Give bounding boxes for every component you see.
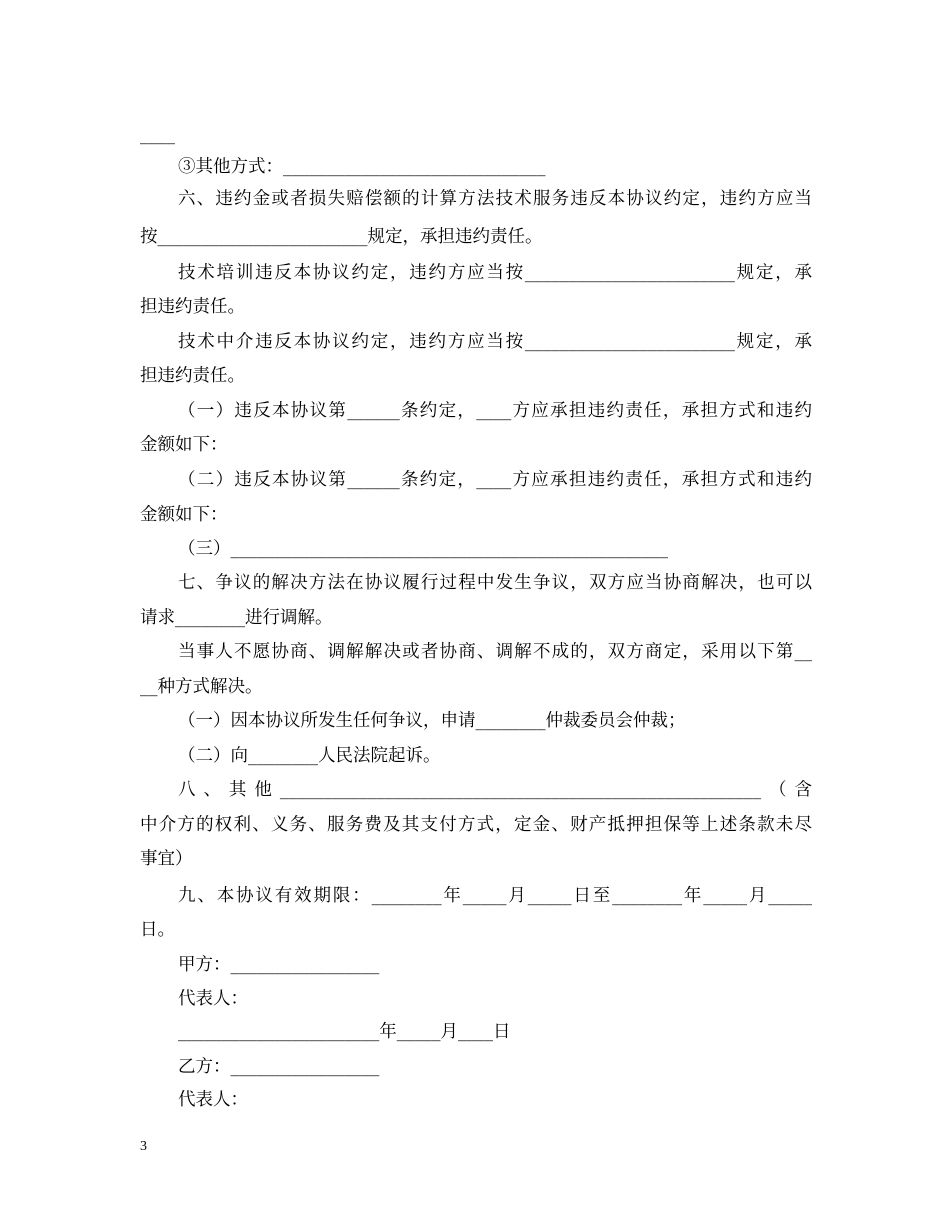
text-line-9: （一）违反本协议第______条约定，____方应承担违约责任，承担方式和违约 [178,401,812,421]
text-line-13: （三）__________________________________________________ [178,539,668,559]
text-line-18: （一）因本协议所发生任何争议，申请________仲裁委员会仲裁； [178,711,686,731]
party-b-representative: 代表人： [178,1090,248,1110]
party-a-representative: 代表人： [178,989,248,1009]
text-line-21: 中介方的权利、义务、服务费及其支付方式，定金、财产抵押担保等上述条款未尽 [140,815,812,835]
text-line-24: 日。 [140,920,175,940]
text-line-3: 六、违约金或者损失赔偿额的计算方法技术服务违反本协议约定，违约方应当 [178,189,812,209]
text-line-22: 事宜） [140,849,193,869]
text-line-11: （二）违反本协议第______条约定，____方应承担违约责任，承担方式和违约 [178,470,812,490]
text-line-1: ____ [140,125,175,145]
party-b-line: 乙方：_________________ [178,1057,380,1077]
text-line-15: 请求________进行调解。 [140,608,333,628]
text-line-2: ③其他方式：______________________________ [178,157,546,177]
text-line-12: 金额如下： [140,505,228,525]
signature-date-line: _______________________年_____月____日 [178,1022,511,1042]
text-line-5: 技术培训违反本协议约定，违约方应当按________________________规定，承 [178,263,812,283]
text-line-8: 担违约责任。 [140,366,245,386]
text-line-7: 技术中介违反本协议约定，违约方应当按________________________规定，承 [178,332,812,352]
text-line-23: 九、本协议有效期限：________年_____月_____日至________年_____月_____ [178,886,812,906]
text-line-19: （二）向________人民法院起诉。 [178,746,441,766]
page-number: 3 [140,1139,147,1154]
text-line-20: 八、其他_______________________________________________________（含 [178,780,812,800]
text-line-17: __种方式解决。 [140,677,263,697]
text-line-6: 担违约责任。 [140,297,245,317]
text-line-14: 七、争议的解决方法在协议履行过程中发生争议，双方应当协商解决，也可以 [178,573,812,593]
text-line-10: 金额如下： [140,435,228,455]
text-line-4: 按________________________规定，承担违约责任。 [140,227,543,247]
text-line-16: 当事人不愿协商、调解解决或者协商、调解不成的，双方商定，采用以下第__ [178,642,812,662]
party-a-line: 甲方：_________________ [178,955,380,975]
